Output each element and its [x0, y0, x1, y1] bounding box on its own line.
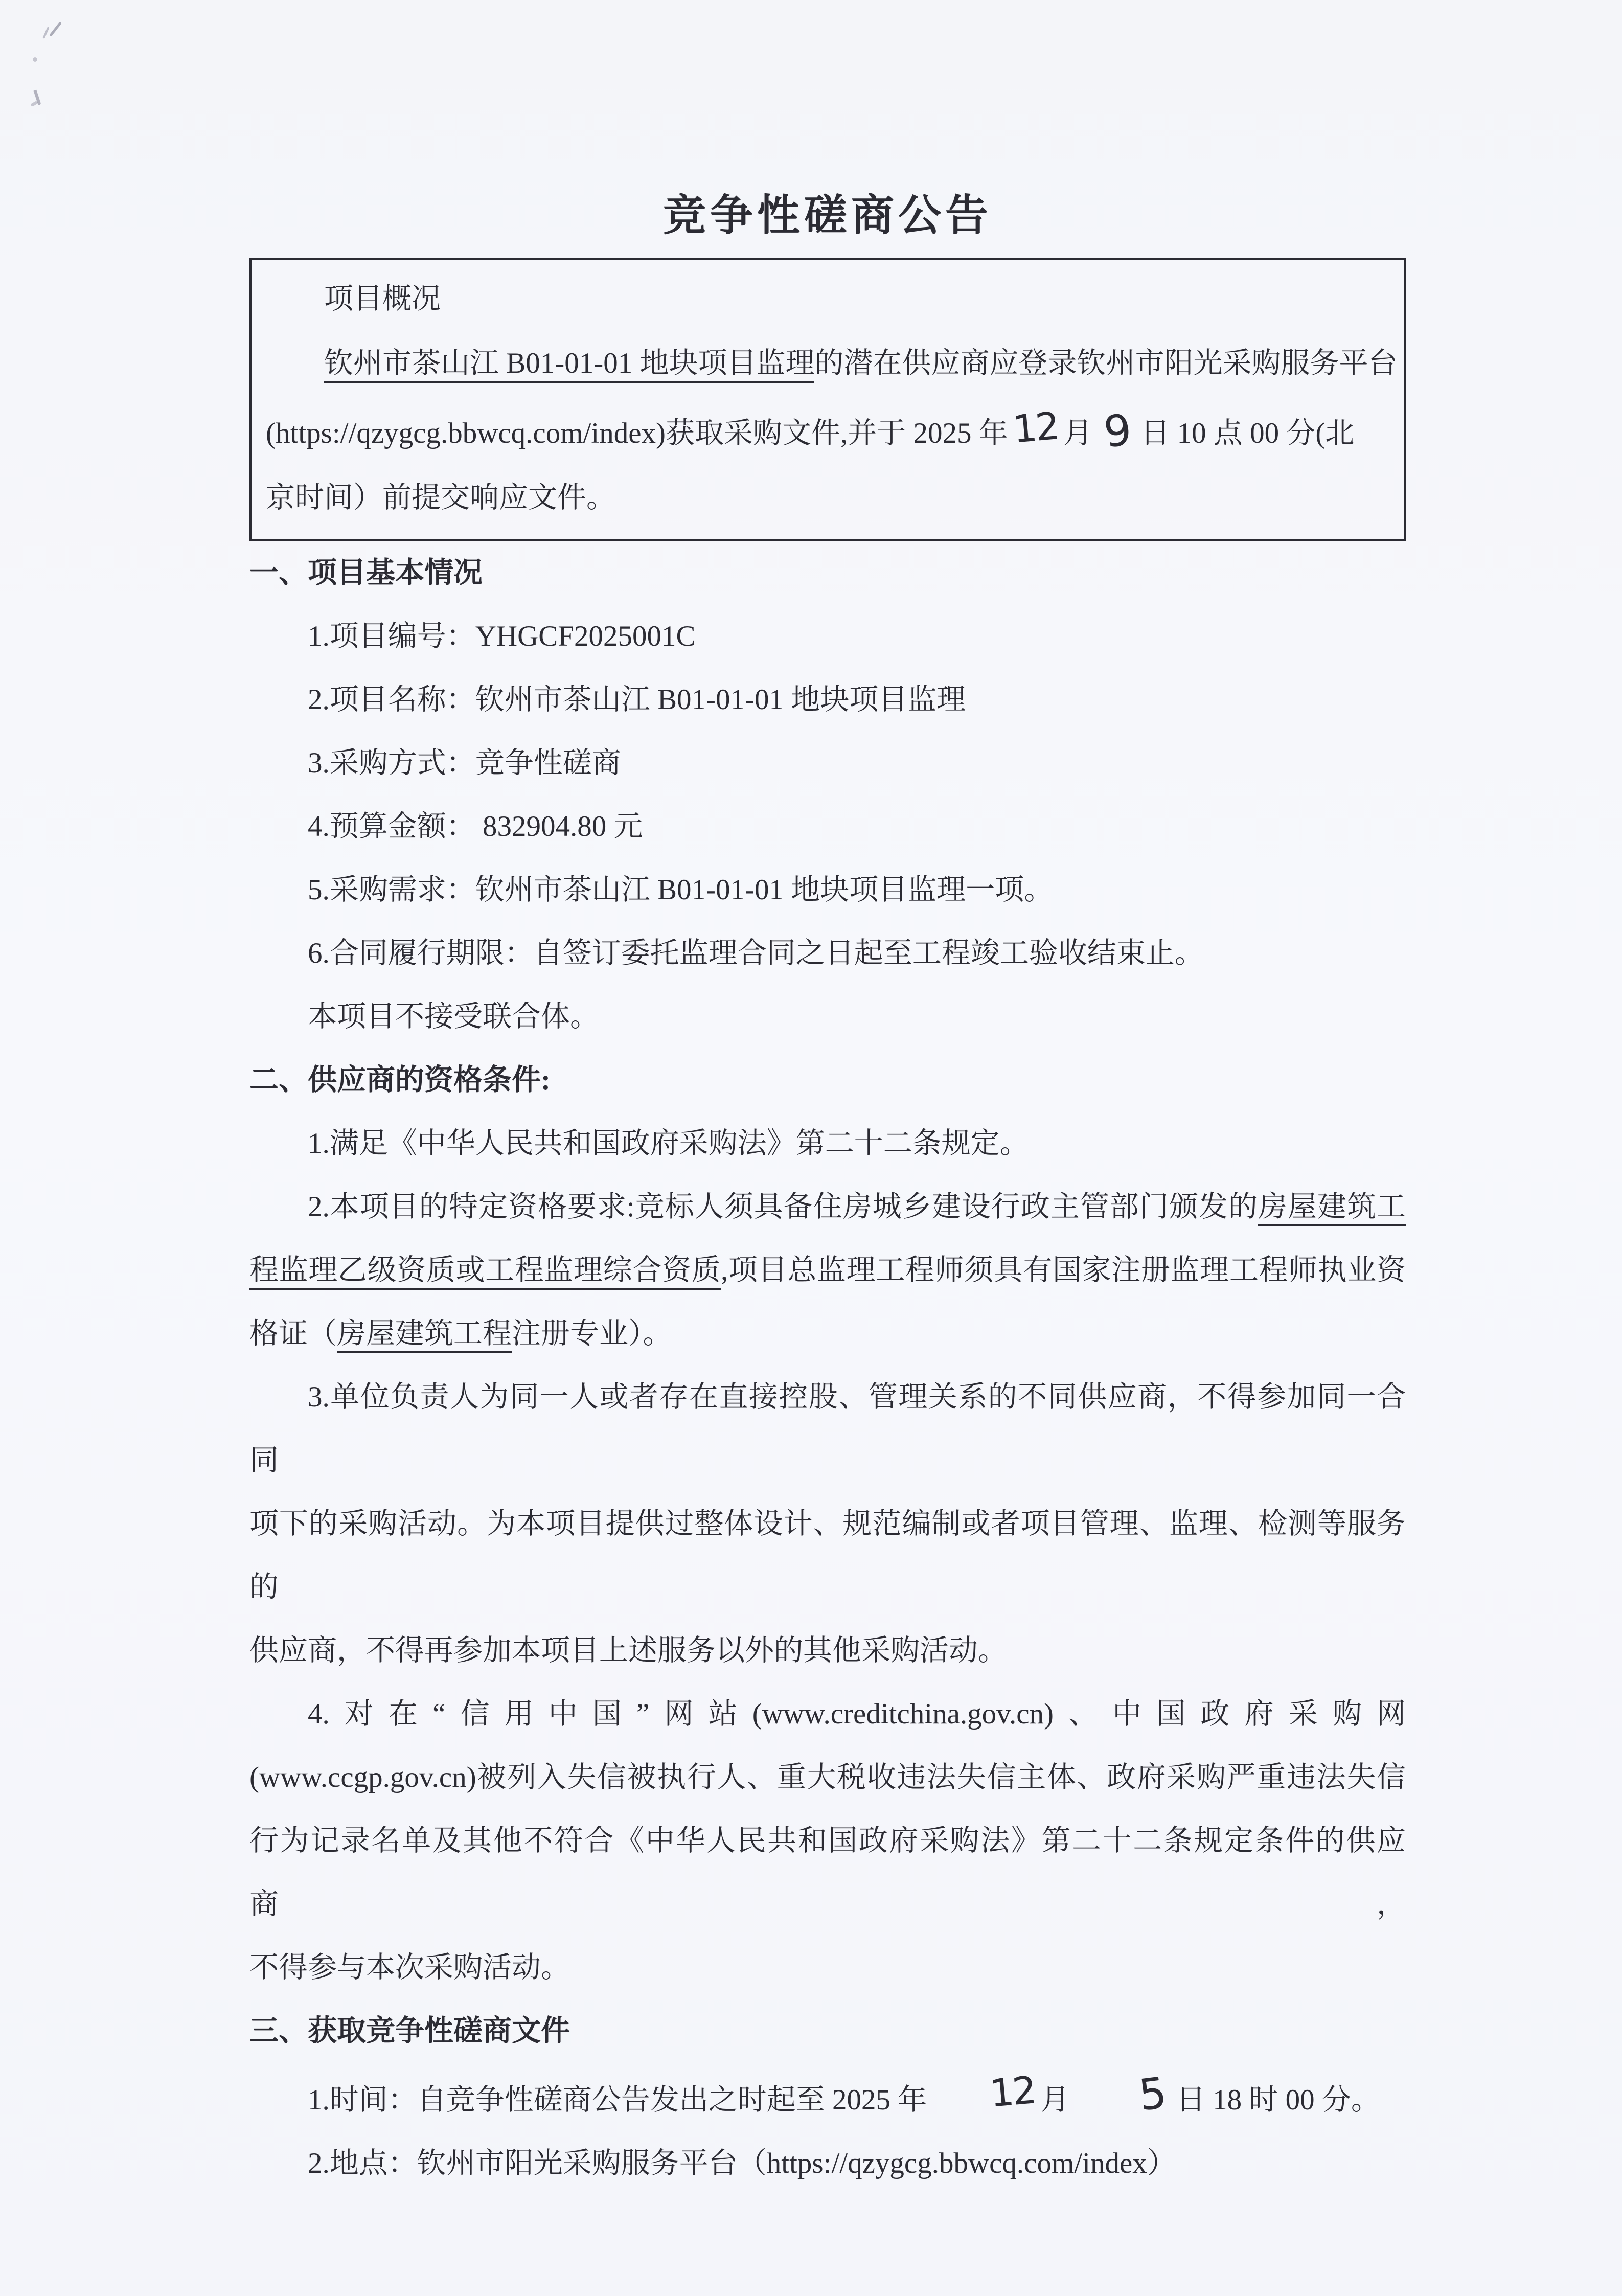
item2-line3-underlined: 房屋建筑工程	[337, 1317, 512, 1353]
handwritten-month-2: 12	[988, 2068, 1037, 2116]
item-contract-period: 6.合同履行期限：自签订委托监理合同之日起至工程竣工验收结束止。	[308, 937, 1204, 969]
obtain-time-rest: 日 18 时 00 分。	[1176, 2084, 1380, 2116]
overview-closing-line: 京时间）前提交响应文件。	[266, 482, 615, 514]
document-title: 竞争性磋商公告	[662, 192, 992, 240]
overview-intro-rest: 的潜在供应商应登录钦州市阳光采购服务平台	[814, 347, 1398, 379]
item2-line2-underlined: 程监理乙级资质或工程监理综合资质	[249, 1254, 721, 1290]
project-name-underlined: 钦州市茶山江 B01-01-01 地块项目监理	[324, 347, 814, 383]
overview-deadline-line	[266, 396, 1389, 466]
qualification-item2-line3	[249, 1302, 1406, 1366]
scan-artifact	[33, 57, 37, 62]
obtain-time-text: 1.时间：自竞争性磋商公告发出之时起至 2025 年	[308, 2084, 927, 2116]
overview-url-text: (https://qzygcg.bbwcq.com/index)获取采购文件,并于 2025 年	[266, 417, 1008, 449]
section2-heading: 二、供应商的资格条件:	[249, 1064, 551, 1096]
overview-heading: 项目概况	[324, 283, 441, 315]
item2-line1-underlined: 房屋建筑工	[1258, 1191, 1406, 1226]
project-overview-box	[249, 258, 1406, 541]
handwritten-day: 9	[1101, 404, 1133, 458]
qualification-item4-line3: 行为记录名单及其他不符合《中华人民共和国政府采购法》第二十二条规定条件的供应商，	[249, 1825, 1406, 1920]
item-procurement-demand: 5.采购需求：钦州市茶山江 B01-01-01 地块项目监理一项。	[308, 874, 1054, 906]
item2-line2-text: ,项目总监理工程师须具有国家注册监理工程师执业资	[721, 1254, 1406, 1286]
section3-heading: 三、获取竞争性磋商文件	[249, 2015, 570, 2047]
qualification-item1: 1.满足《中华人民共和国政府采购法》第二十二条规定。	[308, 1127, 1029, 1160]
month-character-2: 月	[1040, 2084, 1070, 2116]
qualification-item2-line1	[249, 1175, 1406, 1239]
item-project-name: 2.项目名称：钦州市茶山江 B01-01-01 地块项目监理	[308, 684, 966, 716]
scan-artifact	[42, 27, 49, 39]
item2-line3-rest: 注册专业）。	[512, 1317, 672, 1350]
item-no-consortium: 本项目不接受联合体。	[308, 1001, 599, 1033]
overview-intro-line	[266, 331, 1398, 396]
scan-artifact	[30, 101, 38, 107]
qualification-item4-line2: (www.ccgp.gov.cn)被列入失信被执行人、重大税收违法失信主体、政府采购严重违法失信	[249, 1761, 1406, 1793]
qualification-item4-line1: 4.对在“信用中国”网站(www.creditchina.gov.cn)、中国政府采购网	[308, 1698, 1406, 1730]
handwritten-month: 12	[1011, 404, 1060, 452]
item-budget-amount: 4.预算金额： 832904.80 元	[308, 810, 643, 843]
document-body	[249, 0, 1406, 2195]
scan-artifact	[49, 21, 62, 37]
handwritten-day-2: 5	[1136, 2067, 1168, 2121]
obtain-location-line: 2.地点：钦州市阳光采购服务平台（https://qzygcg.bbwcq.com/index）	[308, 2147, 1176, 2179]
month-character: 月	[1063, 417, 1092, 449]
qualification-item4-line4: 不得参与本次采购活动。	[249, 1951, 570, 1984]
qualification-item3-line1: 3.单位负责人为同一人或者存在直接控股、管理关系的不同供应商，不得参加同一合同	[249, 1381, 1406, 1476]
item2-line1-text: 2.本项目的特定资格要求:竞标人须具备住房城乡建设行政主管部门颁发的	[308, 1191, 1258, 1223]
qualification-item3-line2: 项下的采购活动。为本项目提供过整体设计、规范编制或者项目管理、监理、检测等服务的	[249, 1508, 1406, 1603]
item-procurement-method: 3.采购方式：竞争性磋商	[308, 747, 621, 779]
qualification-item2-line2	[249, 1239, 1406, 1302]
qualification-item3-line3: 供应商，不得再参加本项目上述服务以外的其他采购活动。	[249, 1634, 1007, 1667]
obtain-time-line	[249, 2063, 1406, 2132]
item2-line3-pre: 格证（	[249, 1317, 337, 1350]
item-project-number: 1.项目编号：YHGCF2025001C	[308, 620, 696, 652]
overview-time-text: 日 10 点 00 分(北	[1140, 417, 1355, 449]
section1-heading: 一、项目基本情况	[249, 557, 483, 589]
